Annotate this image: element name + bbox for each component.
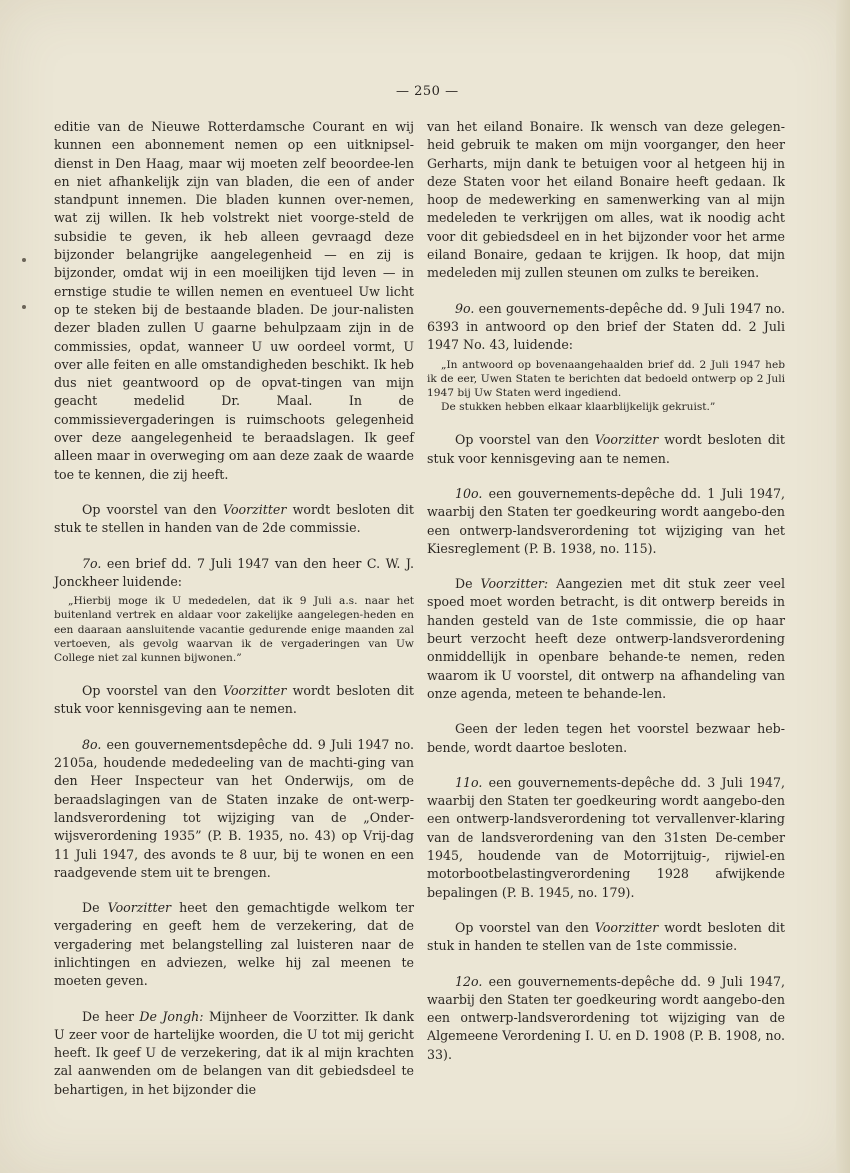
paragraph: Op voorstel van den Voorzitter wordt besloten dit stuk voor kennisgeving aan te nemen. <box>54 683 414 717</box>
agenda-item: 12o. een gouvernements-depêche dd. 9 Juli 1947, waarbij den Staten ter goedkeuring wordt aangebo-den een ontwerp-landsverordening tot wijziging van de Algemeene Verordening I. U. en D. 1908 (P. B. 1908, no. 33). <box>427 973 785 1062</box>
agenda-item: 7o. een brief dd. 7 Juli 1947 van den heer C. W. J. Jonckheer luidende: <box>54 555 414 589</box>
paragraph: Op voorstel van den Voorzitter wordt besloten dit stuk te stellen in handen van de 2de commissie. <box>54 501 414 536</box>
quotation: „Hierbij moge ik U mededelen, dat ik 9 Juli a.s. naar het buitenland vertrek en aldaar voor zakelijke aangelegen-heden en een daaraan aansluitende vacantie gedurende enige maanden zal vertoeven, als gevolg waarvan ik de vergaderingen van Uw College niet zal kunnen bijwonen.” <box>54 595 414 664</box>
paragraph: editie van de Nieuwe Rotterdamsche Courant en wij kunnen een abonnement nemen op een uitknipsel-dienst in Den Haag, maar wij moeten zelf beoordee-len en niet afhankelijk zijn van bladen, die een of ander standpunt innemen. Die bladen kunnen over-nemen, wat zij willen. Ik heb volstrekt niet voorge-steld de subsidie te geven, ik heb alleen gevraagd deze bijzonder belangrijke aangelegenheid — en zij is bijzonder, omdat wij in een moeilijken tijd leven — in ernstige studie te willen nemen en eventueel Uw licht op te steken bij de bestaande bladen. De jour-nalisten dezer bladen zullen U gaarne behulpzaam zijn in de commissies, opdat, wanneer U uw oordeel vormt, U over alle feiten en alle omstandigheden beschikt. Ik heb dus niet geantwoord op de opvat-tingen van mijn geacht medelid Dr. Maal. In de commissievergaderingen is ruimschoots gelegenheid over deze aangelegenheid te beraadslagen. Ik geef alleen maar in overweging om aan deze zaak de waarde toe te kennen, die zij heeft. <box>54 119 414 482</box>
paragraph: Geen der leden tegen het voorstel bezwaar heb-bende, wordt daartoe besloten. <box>427 721 785 755</box>
agenda-item: 8o. een gouvernementsdepêche dd. 9 Juli 1947 no. 2105a, houdende mededeeling van de machti-ging van den Heer Inspecteur van het Onderwijs, om de beraadslagingen van de Staten inzake de ont-werp-landsverordening tot wijziging van de „Onder-wijsverordening 1935” (P. B. 1935, no. 43) op Vrij-dag 11 Juli 1947, des avonds te 8 uur, bij te wonen en een raadgevende stem uit te brengen. <box>54 736 414 880</box>
agenda-item: 9o. een gouvernements-depêche dd. 9 Juli 1947 no. 6393 in antwoord op den brief der Staten dd. 2 Juli 1947 No. 43, luidende: <box>427 300 785 353</box>
agenda-item: 10o. een gouvernements-depêche dd. 1 Juli 1947, waarbij den Staten ter goedkeuring wordt aangebo-den een ontwerp-landsverordening tot wijziging van het Kiesreglement (P. B. 1938, no. 115). <box>427 485 785 556</box>
right-column <box>427 118 785 1064</box>
quotation: „In antwoord op bovenaangehaalden brief dd. 2 Juli 1947 heb ik de eer, Uwen Staten te berichten dat bedoeld ontwerp op 2 Juli 1947 bij Uw Staten werd ingediend. De stukken hebben elkaar klaarblijkelijk gekruist.” <box>427 358 785 414</box>
page-edge <box>836 0 850 1173</box>
punch-mark <box>22 305 26 309</box>
agenda-item: 11o. een gouvernements-depêche dd. 3 Juli 1947, waarbij den Staten ter goedkeuring wordt aangebo-den een ontwerp-landsverordening tot vervallenver-klaring van de landsverordening van den 31sten De-cember 1945, houdende van de Motorrijtuig-, rijwiel-en motorbootbelastingverordening 1928 afwijkende bepalingen (P. B. 1945, no. 179). <box>427 774 785 900</box>
paragraph: De heer De Jongh: Mijnheer de Voorzitter. Ik dank U zeer voor de hartelijke woorden, die U tot mij gericht heeft. Ik geef U de verzekering, dat ik al mijn krachten zal aanwenden om de belangen van dit gebiedsdeel te behartigen, in het bijzonder die <box>54 1008 414 1097</box>
paragraph: Op voorstel van den Voorzitter wordt besloten dit stuk voor kennisgeving aan te nemen. <box>427 432 785 466</box>
paragraph: De Voorzitter heet den gemachtigde welkom ter vergadering en geeft hem de verzekering, dat de vergadering met belangstelling zal luisteren naar de inlichtingen en adviezen, welke hij zal meenen te moeten geven. <box>54 900 414 989</box>
paragraph: De Voorzitter: Aangezien met dit stuk zeer veel spoed moet worden betracht, is dit ontwerp bereids in handen gesteld van de 1ste commissie, die op haar beurt verzocht heeft deze ontwerp-landsverordening onmiddellijk in openbare behande-te nemen, reden waarom ik U voorstel, dit ontwerp na afhandeling van onze agenda, meteen te behande-len. <box>427 576 785 701</box>
page-number: — 250 — <box>396 84 459 99</box>
punch-mark <box>22 258 26 262</box>
left-column <box>54 118 414 1099</box>
paragraph: van het eiland Bonaire. Ik wensch van deze gelegen-heid gebruik te maken om mijn voorganger, den heer Gerharts, mijn dank te betuigen voor al hetgeen hij in deze Staten voor het eiland Bonaire heeft gedaan. Ik hoop de medewerking en samenwerking van al mijn medeleden te verkrijgen om alles, wat ik noodig acht voor dit gebiedsdeel en in het bijzonder voor het arme eiland Bonaire, gedaan te krijgen. Ik hoop, dat mijn medeleden mij zullen steunen om zulks te bereiken. <box>427 119 785 281</box>
paragraph: Op voorstel van den Voorzitter wordt besloten dit stuk in handen te stellen van de 1ste commissie. <box>427 919 785 954</box>
